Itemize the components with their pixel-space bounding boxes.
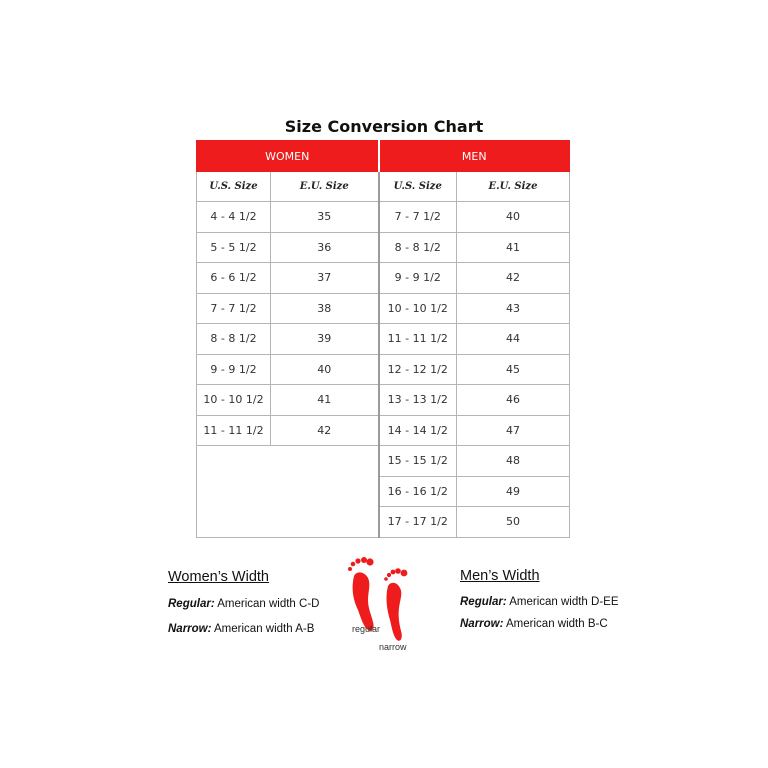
table-row (197, 385, 570, 416)
men-eu-size-cell: 40 (457, 202, 570, 233)
men-eu-size-cell: 46 (457, 385, 570, 416)
table-row (197, 324, 570, 355)
womens-narrow-width (168, 623, 319, 635)
men-us-size-cell: 9 - 9 1/2 (379, 263, 457, 294)
table-row (197, 263, 570, 294)
womens-narrow-value: American width A-B (214, 623, 315, 635)
mens-width-title: Men’s Width (460, 568, 540, 584)
women-eu-size-cell: 39 (271, 324, 379, 355)
womens-regular-width (168, 598, 319, 610)
women-eu-size-cell: 36 (271, 232, 379, 263)
mens-regular-width (460, 596, 619, 608)
size-table-body (197, 202, 570, 538)
mens-narrow-width (460, 618, 619, 630)
men-us-size-cell: 16 - 16 1/2 (379, 476, 457, 507)
womens-width-title: Women’s Width (168, 569, 269, 585)
women-eu-size-cell: 41 (271, 385, 379, 416)
table-row (197, 415, 570, 446)
narrow-foot-label: narrow (379, 642, 407, 652)
men-eu-size-cell: 50 (457, 507, 570, 538)
table-row (197, 446, 570, 477)
table-row (197, 354, 570, 385)
regular-foot-label: regular (352, 624, 381, 634)
men-eu-size-cell: 42 (457, 263, 570, 294)
narrow-foot-icon (384, 568, 407, 641)
womens-width-section (168, 569, 319, 635)
men-us-size-cell: 8 - 8 1/2 (379, 232, 457, 263)
mens-regular-label: Regular: (460, 596, 507, 608)
men-eu-size-cell: 43 (457, 293, 570, 324)
women-eu-size-header: E.U. Size (271, 172, 379, 202)
men-us-size-cell: 13 - 13 1/2 (379, 385, 457, 416)
mens-narrow-label: Narrow: (460, 618, 504, 630)
women-us-size-cell: 4 - 4 1/2 (197, 202, 271, 233)
size-conversion-table (196, 140, 570, 538)
table-row (197, 202, 570, 233)
womens-regular-value: American width C-D (217, 598, 320, 610)
women-us-size-header: U.S. Size (197, 172, 271, 202)
men-us-size-cell: 14 - 14 1/2 (379, 415, 457, 446)
men-us-size-header: U.S. Size (379, 172, 457, 202)
table-row (197, 232, 570, 263)
women-header: WOMEN (197, 141, 379, 172)
women-us-size-cell: 10 - 10 1/2 (197, 385, 271, 416)
men-us-size-cell: 17 - 17 1/2 (379, 507, 457, 538)
men-eu-size-cell: 47 (457, 415, 570, 446)
page-title: Size Conversion Chart (284, 117, 484, 136)
men-eu-size-cell: 41 (457, 232, 570, 263)
men-us-size-cell: 11 - 11 1/2 (379, 324, 457, 355)
men-header: MEN (379, 141, 570, 172)
women-empty-cell (197, 446, 379, 538)
women-eu-size-cell: 35 (271, 202, 379, 233)
women-us-size-cell: 5 - 5 1/2 (197, 232, 271, 263)
men-us-size-cell: 7 - 7 1/2 (379, 202, 457, 233)
men-eu-size-header: E.U. Size (457, 172, 570, 202)
men-eu-size-cell: 45 (457, 354, 570, 385)
mens-width-section (460, 568, 619, 630)
women-eu-size-cell: 37 (271, 263, 379, 294)
men-us-size-cell: 12 - 12 1/2 (379, 354, 457, 385)
table-row (197, 293, 570, 324)
women-us-size-cell: 6 - 6 1/2 (197, 263, 271, 294)
regular-foot-icon (348, 557, 374, 631)
men-eu-size-cell: 44 (457, 324, 570, 355)
men-eu-size-cell: 49 (457, 476, 570, 507)
women-us-size-cell: 8 - 8 1/2 (197, 324, 271, 355)
women-us-size-cell: 9 - 9 1/2 (197, 354, 271, 385)
women-us-size-cell: 11 - 11 1/2 (197, 415, 271, 446)
mens-narrow-value: American width B-C (506, 618, 608, 630)
women-eu-size-cell: 42 (271, 415, 379, 446)
women-us-size-cell: 7 - 7 1/2 (197, 293, 271, 324)
women-eu-size-cell: 38 (271, 293, 379, 324)
womens-regular-label: Regular: (168, 598, 215, 610)
women-eu-size-cell: 40 (271, 354, 379, 385)
men-us-size-cell: 10 - 10 1/2 (379, 293, 457, 324)
men-eu-size-cell: 48 (457, 446, 570, 477)
womens-narrow-label: Narrow: (168, 623, 212, 635)
men-us-size-cell: 15 - 15 1/2 (379, 446, 457, 477)
mens-regular-value: American width D-EE (509, 596, 619, 608)
